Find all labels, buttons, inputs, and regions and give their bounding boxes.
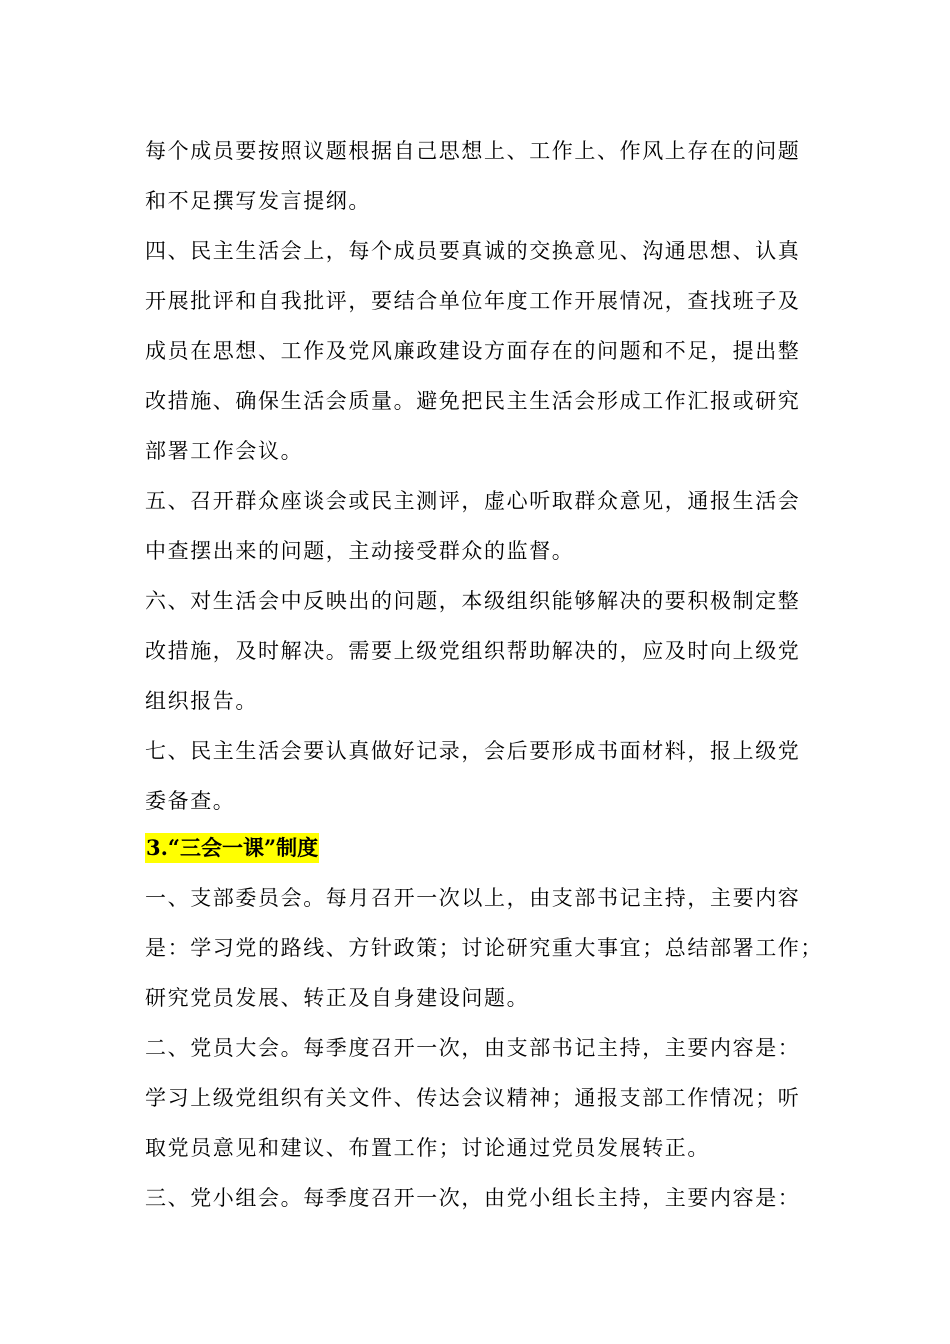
paragraph-line: 七、民主生活会要认真做好记录，会后要形成书面材料，报上级党 [145,739,801,763]
paragraph-line: 三、党小组会。每季度召开一次，由党小组长主持，主要内容是： [145,1186,801,1210]
paragraph-line: 中查摆出来的问题，主动接受群众的监督。 [145,539,575,563]
paragraph-line: 组织报告。 [145,689,258,713]
paragraph-line: 开展批评和自我批评，要结合单位年度工作开展情况，查找班子及 [145,289,801,313]
paragraph-line: 改措施、确保生活会质量。避免把民主生活会形成工作汇报或研究 [145,389,801,413]
paragraph-line: 改措施，及时解决。需要上级党组织帮助解决的，应及时向上级党 [145,639,801,663]
paragraph-line: 学习上级党组织有关文件、传达会议精神；通报支部工作情况；听 [145,1086,801,1110]
section-heading: 3.“三会一课”制度 [145,833,319,863]
paragraph-line: 五、召开群众座谈会或民主测评，虚心听取群众意见，通报生活会 [145,489,801,513]
paragraph-line: 一、支部委员会。每月召开一次以上，由支部书记主持，主要内容 [145,886,801,910]
paragraph-line: 和不足撰写发言提纲。 [145,189,371,213]
paragraph-line: 是：学习党的路线、方针政策；讨论研究重大事宜；总结部署工作； [145,936,823,960]
paragraph-line: 部署工作会议。 [145,439,304,463]
paragraph-line: 委备查。 [145,789,236,813]
paragraph-line: 二、党员大会。每季度召开一次，由支部书记主持，主要内容是： [145,1036,801,1060]
paragraph-line: 取党员意见和建议、布置工作；讨论通过党员发展转正。 [145,1136,710,1160]
paragraph-line: 六、对生活会中反映出的问题，本级组织能够解决的要积极制定整 [145,589,801,613]
paragraph-line: 研究党员发展、转正及自身建设问题。 [145,986,530,1010]
paragraph-line: 四、民主生活会上，每个成员要真诚的交换意见、沟通思想、认真 [145,239,801,263]
paragraph-line: 每个成员要按照议题根据自己思想上、工作上、作风上存在的问题 [145,139,801,163]
paragraph-line: 成员在思想、工作及党风廉政建设方面存在的问题和不足，提出整 [145,339,801,363]
